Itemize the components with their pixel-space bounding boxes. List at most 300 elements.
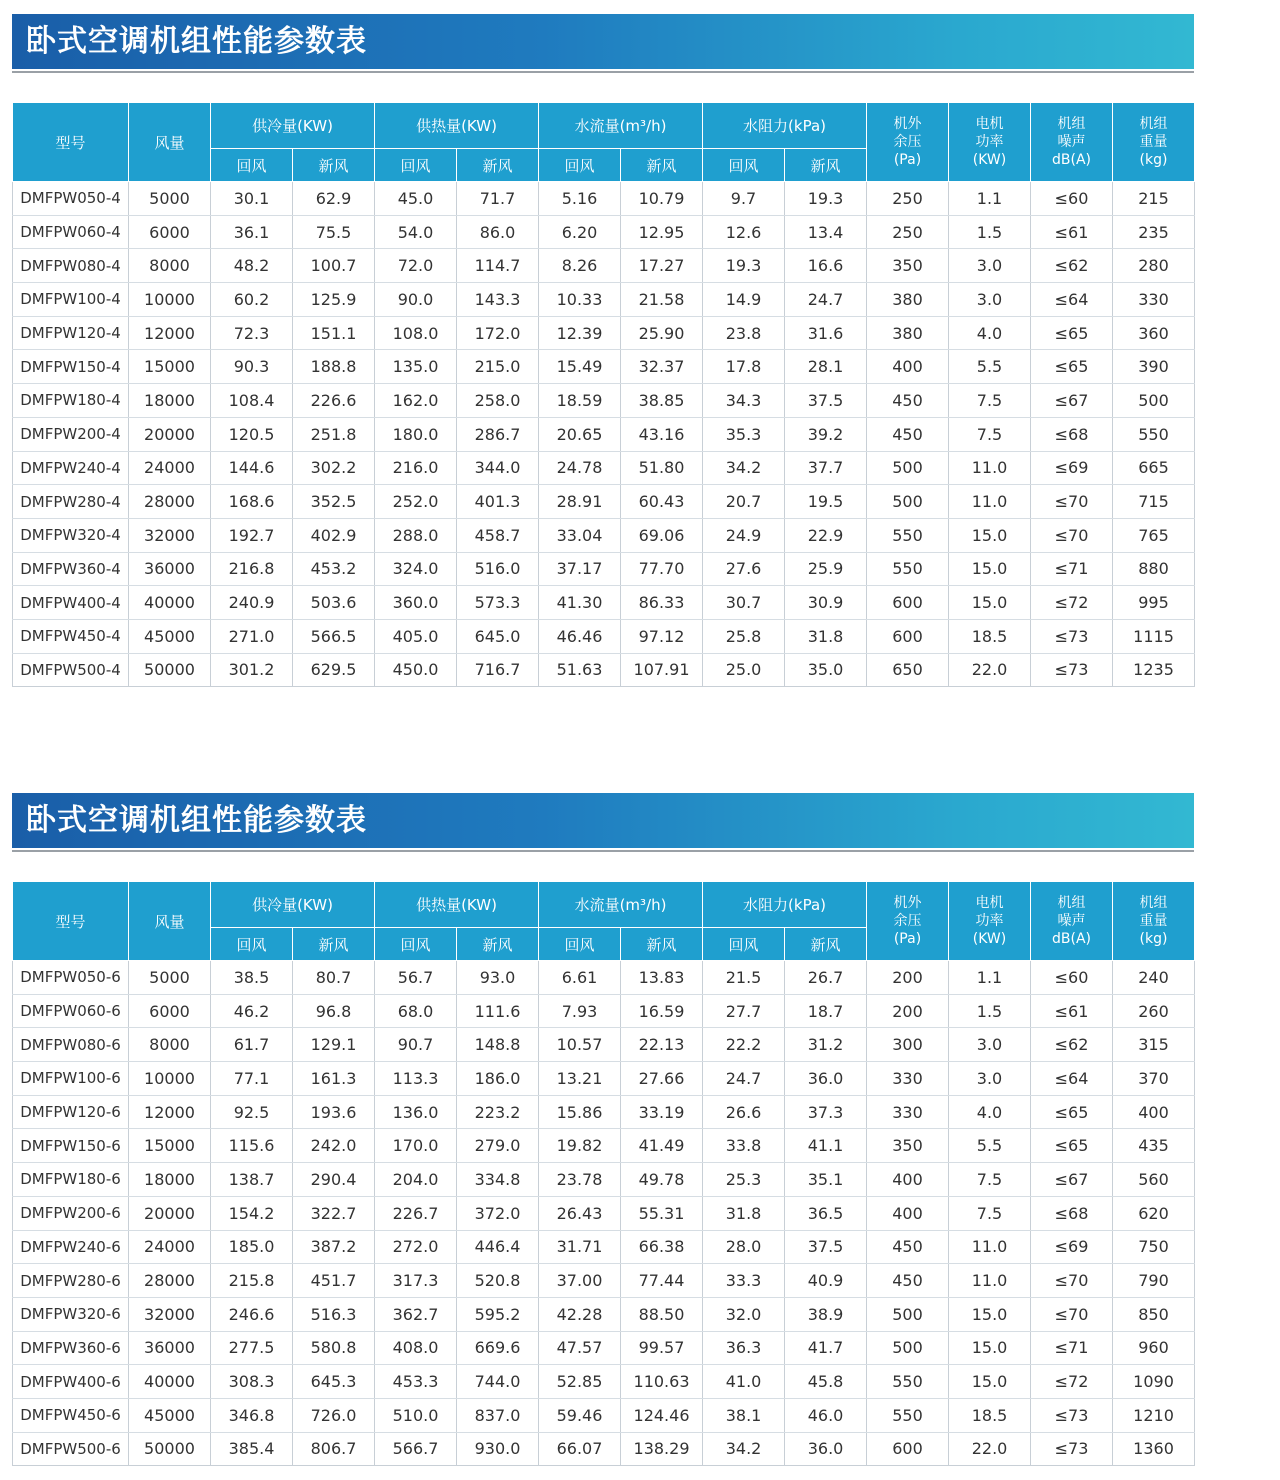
value-cell: ≤68 xyxy=(1031,1196,1113,1230)
subheader-fresh-air: 新风 xyxy=(621,928,703,961)
value-cell: 330 xyxy=(867,1062,949,1096)
value-cell: 86.0 xyxy=(457,215,539,249)
value-cell: 135.0 xyxy=(375,350,457,384)
value-cell: 90.7 xyxy=(375,1028,457,1062)
value-cell: 172.0 xyxy=(457,316,539,350)
value-cell: 1.1 xyxy=(949,182,1031,216)
table-row xyxy=(13,1230,1195,1264)
value-cell: 20.65 xyxy=(539,417,621,451)
value-cell: ≤64 xyxy=(1031,283,1113,317)
value-cell: ≤62 xyxy=(1031,249,1113,283)
value-cell: 24.7 xyxy=(703,1062,785,1096)
value-cell: 25.3 xyxy=(703,1163,785,1197)
table-row xyxy=(13,182,1195,216)
value-cell: 7.93 xyxy=(539,994,621,1028)
header-motor-power xyxy=(949,103,1031,182)
model-cell: DMFPW150-4 xyxy=(13,350,129,384)
subheader-return-air: 回风 xyxy=(211,149,293,182)
model-cell: DMFPW320-6 xyxy=(13,1297,129,1331)
value-cell: 138.7 xyxy=(211,1163,293,1197)
value-cell: 215.0 xyxy=(457,350,539,384)
value-cell: 500 xyxy=(867,451,949,485)
value-cell: 450 xyxy=(867,417,949,451)
table-row xyxy=(13,451,1195,485)
value-cell: 60.43 xyxy=(621,485,703,519)
value-cell: 37.5 xyxy=(785,1230,867,1264)
value-cell: 28.91 xyxy=(539,485,621,519)
value-cell: 14.9 xyxy=(703,283,785,317)
value-cell: 28.1 xyxy=(785,350,867,384)
table-row xyxy=(13,485,1195,519)
value-cell: 88.50 xyxy=(621,1297,703,1331)
value-cell: 716.7 xyxy=(457,653,539,687)
table-row xyxy=(13,552,1195,586)
value-cell: 226.6 xyxy=(293,384,375,418)
header-airflow: 风量 xyxy=(129,882,211,961)
value-cell: 271.0 xyxy=(211,619,293,653)
value-cell: 19.3 xyxy=(785,182,867,216)
value-cell: 12000 xyxy=(129,316,211,350)
value-cell: 290.4 xyxy=(293,1163,375,1197)
value-cell: 280 xyxy=(1113,249,1195,283)
value-cell: 350 xyxy=(867,249,949,283)
value-cell: 453.2 xyxy=(293,552,375,586)
value-cell: 8.26 xyxy=(539,249,621,283)
value-cell: ≤61 xyxy=(1031,994,1113,1028)
value-cell: 25.9 xyxy=(785,552,867,586)
value-cell: ≤72 xyxy=(1031,1365,1113,1399)
value-cell: 272.0 xyxy=(375,1230,457,1264)
value-cell: ≤61 xyxy=(1031,215,1113,249)
subheader-return-air: 回风 xyxy=(375,928,457,961)
value-cell: 36.3 xyxy=(703,1331,785,1365)
model-cell: DMFPW450-6 xyxy=(13,1398,129,1432)
value-cell: 400 xyxy=(1113,1095,1195,1129)
header-ext-pressure-line: (Pa) xyxy=(893,152,922,168)
table-row xyxy=(13,316,1195,350)
value-cell: 930.0 xyxy=(457,1432,539,1466)
value-cell: 715 xyxy=(1113,485,1195,519)
value-cell: 186.0 xyxy=(457,1062,539,1096)
value-cell: 40000 xyxy=(129,1365,211,1399)
section-title: 卧式空调机组性能参数表 xyxy=(26,803,367,838)
value-cell: 34.2 xyxy=(703,451,785,485)
value-cell: 765 xyxy=(1113,518,1195,552)
value-cell: 17.27 xyxy=(621,249,703,283)
value-cell: 308.3 xyxy=(211,1365,293,1399)
header-cooling: 供冷量(KW) xyxy=(211,103,375,149)
subheader-fresh-air: 新风 xyxy=(293,149,375,182)
value-cell: 322.7 xyxy=(293,1196,375,1230)
value-cell: ≤73 xyxy=(1031,1432,1113,1466)
value-cell: 11.0 xyxy=(949,1264,1031,1298)
value-cell: 25.90 xyxy=(621,316,703,350)
value-cell: 51.80 xyxy=(621,451,703,485)
value-cell: 645.0 xyxy=(457,619,539,653)
value-cell: ≤70 xyxy=(1031,518,1113,552)
value-cell: 24.9 xyxy=(703,518,785,552)
value-cell: 97.12 xyxy=(621,619,703,653)
value-cell: 450 xyxy=(867,1264,949,1298)
value-cell: ≤73 xyxy=(1031,653,1113,687)
value-cell: 302.2 xyxy=(293,451,375,485)
value-cell: ≤65 xyxy=(1031,316,1113,350)
value-cell: 37.3 xyxy=(785,1095,867,1129)
value-cell: 960 xyxy=(1113,1331,1195,1365)
value-cell: 7.5 xyxy=(949,417,1031,451)
value-cell: 279.0 xyxy=(457,1129,539,1163)
value-cell: 41.7 xyxy=(785,1331,867,1365)
value-cell: ≤71 xyxy=(1031,1331,1113,1365)
model-cell: DMFPW050-4 xyxy=(13,182,129,216)
table-body xyxy=(13,961,1195,1466)
value-cell: 19.5 xyxy=(785,485,867,519)
value-cell: 7.5 xyxy=(949,1163,1031,1197)
model-cell: DMFPW240-4 xyxy=(13,451,129,485)
subheader-return-air: 回风 xyxy=(375,149,457,182)
value-cell: 400 xyxy=(867,350,949,384)
value-cell: 240.9 xyxy=(211,586,293,620)
table-row xyxy=(13,586,1195,620)
value-cell: 19.3 xyxy=(703,249,785,283)
value-cell: 75.5 xyxy=(293,215,375,249)
value-cell: 400 xyxy=(867,1196,949,1230)
table-row xyxy=(13,1163,1195,1197)
value-cell: 107.91 xyxy=(621,653,703,687)
value-cell: 18000 xyxy=(129,1163,211,1197)
model-cell: DMFPW050-6 xyxy=(13,961,129,995)
value-cell: 32.37 xyxy=(621,350,703,384)
value-cell: 550 xyxy=(867,1398,949,1432)
value-cell: 200 xyxy=(867,994,949,1028)
value-cell: 5000 xyxy=(129,961,211,995)
header-water-resistance: 水阻力(kPa) xyxy=(703,103,867,149)
value-cell: 380 xyxy=(867,283,949,317)
spec-table xyxy=(12,102,1195,687)
value-cell: 550 xyxy=(867,552,949,586)
value-cell: 90.3 xyxy=(211,350,293,384)
table-row xyxy=(13,1398,1195,1432)
value-cell: 16.6 xyxy=(785,249,867,283)
value-cell: 32000 xyxy=(129,1297,211,1331)
model-cell: DMFPW400-6 xyxy=(13,1365,129,1399)
value-cell: 8000 xyxy=(129,1028,211,1062)
subheader-return-air: 回风 xyxy=(539,928,621,961)
value-cell: 402.9 xyxy=(293,518,375,552)
value-cell: 12.95 xyxy=(621,215,703,249)
value-cell: 35.1 xyxy=(785,1163,867,1197)
value-cell: 111.6 xyxy=(457,994,539,1028)
value-cell: ≤67 xyxy=(1031,1163,1113,1197)
value-cell: 30.9 xyxy=(785,586,867,620)
value-cell: 450 xyxy=(867,1230,949,1264)
value-cell: 806.7 xyxy=(293,1432,375,1466)
header-ext-pressure-line: 机外 xyxy=(893,116,922,132)
value-cell: 144.6 xyxy=(211,451,293,485)
value-cell: 250 xyxy=(867,182,949,216)
value-cell: 258.0 xyxy=(457,384,539,418)
table-row xyxy=(13,417,1195,451)
header-ext-pressure-line: 余压 xyxy=(893,913,922,929)
value-cell: 560 xyxy=(1113,1163,1195,1197)
header-weight-line: (kg) xyxy=(1139,931,1168,947)
model-cell: DMFPW450-4 xyxy=(13,619,129,653)
value-cell: 188.8 xyxy=(293,350,375,384)
value-cell: 1090 xyxy=(1113,1365,1195,1399)
value-cell: 550 xyxy=(867,1365,949,1399)
value-cell: 15.0 xyxy=(949,1331,1031,1365)
model-cell: DMFPW200-6 xyxy=(13,1196,129,1230)
value-cell: 108.0 xyxy=(375,316,457,350)
value-cell: ≤65 xyxy=(1031,1129,1113,1163)
model-cell: DMFPW280-6 xyxy=(13,1264,129,1298)
table-row xyxy=(13,1196,1195,1230)
value-cell: 37.17 xyxy=(539,552,621,586)
value-cell: 34.2 xyxy=(703,1432,785,1466)
value-cell: 20000 xyxy=(129,1196,211,1230)
value-cell: 216.8 xyxy=(211,552,293,586)
value-cell: 405.0 xyxy=(375,619,457,653)
value-cell: 15.0 xyxy=(949,1297,1031,1331)
value-cell: 6.20 xyxy=(539,215,621,249)
value-cell: 59.46 xyxy=(539,1398,621,1432)
value-cell: 11.0 xyxy=(949,485,1031,519)
value-cell: 372.0 xyxy=(457,1196,539,1230)
table-row xyxy=(13,1095,1195,1129)
value-cell: 6000 xyxy=(129,215,211,249)
value-cell: 13.83 xyxy=(621,961,703,995)
header-weight-line: 重量 xyxy=(1139,913,1168,929)
value-cell: 15.49 xyxy=(539,350,621,384)
header-cooling: 供冷量(KW) xyxy=(211,882,375,928)
title-underline xyxy=(12,71,1194,73)
value-cell: 37.7 xyxy=(785,451,867,485)
value-cell: 28000 xyxy=(129,1264,211,1298)
value-cell: 162.0 xyxy=(375,384,457,418)
value-cell: 330 xyxy=(1113,283,1195,317)
title-banner xyxy=(12,793,1194,848)
value-cell: 40.9 xyxy=(785,1264,867,1298)
value-cell: 352.5 xyxy=(293,485,375,519)
value-cell: 387.2 xyxy=(293,1230,375,1264)
value-cell: 108.4 xyxy=(211,384,293,418)
value-cell: 69.06 xyxy=(621,518,703,552)
value-cell: 6000 xyxy=(129,994,211,1028)
value-cell: 43.16 xyxy=(621,417,703,451)
value-cell: 33.8 xyxy=(703,1129,785,1163)
value-cell: 11.0 xyxy=(949,1230,1031,1264)
value-cell: 8000 xyxy=(129,249,211,283)
value-cell: 77.70 xyxy=(621,552,703,586)
header-noise xyxy=(1031,882,1113,961)
value-cell: 645.3 xyxy=(293,1365,375,1399)
value-cell: 216.0 xyxy=(375,451,457,485)
value-cell: 665 xyxy=(1113,451,1195,485)
value-cell: ≤64 xyxy=(1031,1062,1113,1096)
value-cell: ≤70 xyxy=(1031,1297,1113,1331)
value-cell: 45.0 xyxy=(375,182,457,216)
value-cell: 1115 xyxy=(1113,619,1195,653)
value-cell: 124.46 xyxy=(621,1398,703,1432)
value-cell: 35.3 xyxy=(703,417,785,451)
model-cell: DMFPW280-4 xyxy=(13,485,129,519)
subheader-fresh-air: 新风 xyxy=(621,149,703,182)
value-cell: 650 xyxy=(867,653,949,687)
value-cell: 161.3 xyxy=(293,1062,375,1096)
value-cell: 380 xyxy=(867,316,949,350)
value-cell: 24000 xyxy=(129,451,211,485)
value-cell: 401.3 xyxy=(457,485,539,519)
value-cell: 50000 xyxy=(129,1432,211,1466)
value-cell: 30.7 xyxy=(703,586,785,620)
value-cell: 11.0 xyxy=(949,451,1031,485)
value-cell: 36.0 xyxy=(785,1432,867,1466)
table-row xyxy=(13,1331,1195,1365)
value-cell: 204.0 xyxy=(375,1163,457,1197)
table-row xyxy=(13,1365,1195,1399)
section-title: 卧式空调机组性能参数表 xyxy=(26,24,367,59)
value-cell: 370 xyxy=(1113,1062,1195,1096)
value-cell: 458.7 xyxy=(457,518,539,552)
value-cell: 90.0 xyxy=(375,283,457,317)
value-cell: 500 xyxy=(867,1297,949,1331)
value-cell: 22.0 xyxy=(949,653,1031,687)
header-motor-power xyxy=(949,882,1031,961)
model-cell: DMFPW060-6 xyxy=(13,994,129,1028)
value-cell: 30.1 xyxy=(211,182,293,216)
value-cell: 71.7 xyxy=(457,182,539,216)
value-cell: 60.2 xyxy=(211,283,293,317)
value-cell: 193.6 xyxy=(293,1095,375,1129)
value-cell: 4.0 xyxy=(949,316,1031,350)
value-cell: 6.61 xyxy=(539,961,621,995)
value-cell: ≤73 xyxy=(1031,619,1113,653)
value-cell: ≤65 xyxy=(1031,1095,1113,1129)
value-cell: 22.0 xyxy=(949,1432,1031,1466)
table-row xyxy=(13,350,1195,384)
value-cell: 12.6 xyxy=(703,215,785,249)
value-cell: 620 xyxy=(1113,1196,1195,1230)
table-row xyxy=(13,215,1195,249)
header-heating: 供热量(KW) xyxy=(375,103,539,149)
subheader-return-air: 回风 xyxy=(539,149,621,182)
subheader-return-air: 回风 xyxy=(703,928,785,961)
value-cell: 138.29 xyxy=(621,1432,703,1466)
table-row xyxy=(13,1129,1195,1163)
value-cell: 750 xyxy=(1113,1230,1195,1264)
model-cell: DMFPW200-4 xyxy=(13,417,129,451)
value-cell: 93.0 xyxy=(457,961,539,995)
header-weight-line: 机组 xyxy=(1139,895,1168,911)
value-cell: 3.0 xyxy=(949,283,1031,317)
value-cell: 315 xyxy=(1113,1028,1195,1062)
header-airflow: 风量 xyxy=(129,103,211,182)
value-cell: 520.8 xyxy=(457,1264,539,1298)
value-cell: 143.3 xyxy=(457,283,539,317)
table-row xyxy=(13,961,1195,995)
table-row xyxy=(13,653,1195,687)
value-cell: 400 xyxy=(867,1163,949,1197)
value-cell: 235 xyxy=(1113,215,1195,249)
value-cell: 56.7 xyxy=(375,961,457,995)
value-cell: 15000 xyxy=(129,1129,211,1163)
value-cell: 18.59 xyxy=(539,384,621,418)
value-cell: 516.3 xyxy=(293,1297,375,1331)
header-motor-power-line: 电机 xyxy=(975,116,1004,132)
value-cell: 595.2 xyxy=(457,1297,539,1331)
value-cell: 790 xyxy=(1113,1264,1195,1298)
value-cell: 68.0 xyxy=(375,994,457,1028)
value-cell: ≤67 xyxy=(1031,384,1113,418)
model-cell: DMFPW120-6 xyxy=(13,1095,129,1129)
value-cell: 350 xyxy=(867,1129,949,1163)
value-cell: 450 xyxy=(867,384,949,418)
value-cell: 33.3 xyxy=(703,1264,785,1298)
value-cell: 185.0 xyxy=(211,1230,293,1264)
value-cell: 46.46 xyxy=(539,619,621,653)
value-cell: 180.0 xyxy=(375,417,457,451)
value-cell: 54.0 xyxy=(375,215,457,249)
value-cell: 1210 xyxy=(1113,1398,1195,1432)
header-weight-line: 重量 xyxy=(1139,134,1168,150)
value-cell: 1.1 xyxy=(949,961,1031,995)
value-cell: 451.7 xyxy=(293,1264,375,1298)
value-cell: 99.57 xyxy=(621,1331,703,1365)
value-cell: 26.43 xyxy=(539,1196,621,1230)
value-cell: 33.04 xyxy=(539,518,621,552)
value-cell: 129.1 xyxy=(293,1028,375,1062)
value-cell: 226.7 xyxy=(375,1196,457,1230)
value-cell: 744.0 xyxy=(457,1365,539,1399)
header-ext-pressure xyxy=(867,882,949,961)
value-cell: 114.7 xyxy=(457,249,539,283)
value-cell: 41.30 xyxy=(539,586,621,620)
value-cell: 360.0 xyxy=(375,586,457,620)
value-cell: 12.39 xyxy=(539,316,621,350)
header-weight-line: (kg) xyxy=(1139,152,1168,168)
value-cell: 31.8 xyxy=(703,1196,785,1230)
subheader-fresh-air: 新风 xyxy=(457,928,539,961)
value-cell: 34.3 xyxy=(703,384,785,418)
value-cell: 215.8 xyxy=(211,1264,293,1298)
value-cell: 25.8 xyxy=(703,619,785,653)
value-cell: 120.5 xyxy=(211,417,293,451)
value-cell: 1.5 xyxy=(949,994,1031,1028)
header-noise xyxy=(1031,103,1113,182)
value-cell: 10.79 xyxy=(621,182,703,216)
table-row xyxy=(13,1062,1195,1096)
value-cell: 4.0 xyxy=(949,1095,1031,1129)
value-cell: 50000 xyxy=(129,653,211,687)
value-cell: 28000 xyxy=(129,485,211,519)
value-cell: ≤70 xyxy=(1031,1264,1113,1298)
value-cell: 600 xyxy=(867,1432,949,1466)
value-cell: 503.6 xyxy=(293,586,375,620)
value-cell: 200 xyxy=(867,961,949,995)
header-ext-pressure-line: (Pa) xyxy=(893,931,922,947)
value-cell: 435 xyxy=(1113,1129,1195,1163)
model-cell: DMFPW360-4 xyxy=(13,552,129,586)
subheader-fresh-air: 新风 xyxy=(785,928,867,961)
header-motor-power-line: 功率 xyxy=(975,134,1004,150)
value-cell: 80.7 xyxy=(293,961,375,995)
value-cell: 10.33 xyxy=(539,283,621,317)
value-cell: 260 xyxy=(1113,994,1195,1028)
value-cell: 45000 xyxy=(129,1398,211,1432)
value-cell: 1.5 xyxy=(949,215,1031,249)
value-cell: 32.0 xyxy=(703,1297,785,1331)
value-cell: 629.5 xyxy=(293,653,375,687)
